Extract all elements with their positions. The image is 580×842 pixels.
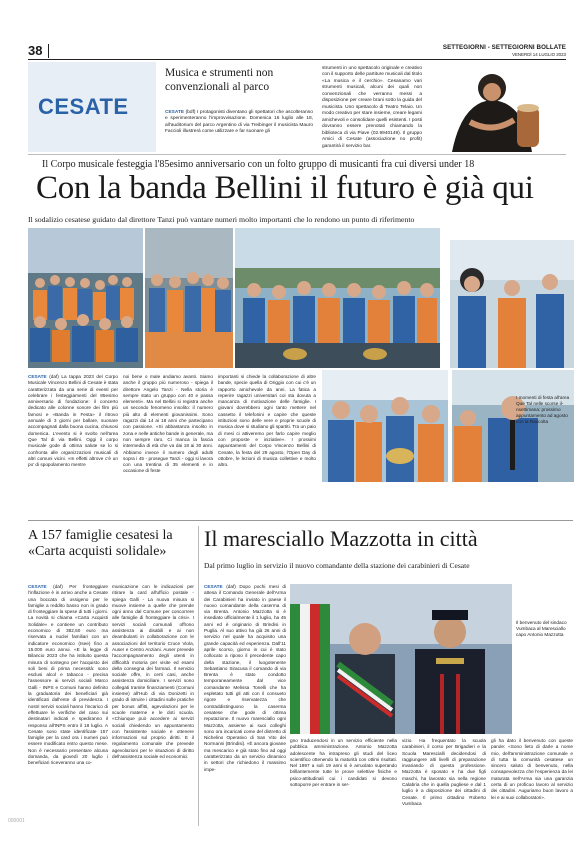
top-rule xyxy=(28,154,566,155)
newspaper-name: SETTEGIORNI - SETTEGIORNI BOLLATE xyxy=(442,44,566,51)
band-photo-right xyxy=(450,240,574,368)
bellini-photo-caption: I momenti di festa all'area Que Tal nelle scorse il-nsettimana: prossimo appuntamento ad agosto con la Raccolta xyxy=(516,395,570,425)
section-label-box xyxy=(28,62,156,152)
mazzotta-headline: Il maresciallo Mazzotta in città xyxy=(204,526,478,551)
musica-text-1: (bdf) I protagonisti diventano gli spettatori che ascolteranno e sperimenteranno l'improvvisazione. Domenica 16 luglio alle 18, all'auditorium del parco Argentino di via Treibinger il musicista Mauro Faccioli illustrerà come utilizzare e far suonare gli xyxy=(165,110,313,135)
bellini-col1 xyxy=(28,374,118,468)
section-label: CESATE xyxy=(38,94,129,119)
musician-photo xyxy=(432,62,552,152)
mazzotta-col3: vizio. Ha frequentato la scuola carabinieri, il corso per Brigadieri e la Scuola Marescialli decidendosi di raggiungere alti livelli di preparazione invariando di questa professione. Mazzotta è sposato e ha due figli maschi, ha lavorato sia nella regione Calabria che in quella pugliese e dal 1 luglio è a disposizione dei cittadini di Cesate. Il primo cittadino Roberto Vumbaca xyxy=(402,738,486,806)
bellini-kicker: Il Corpo musicale festeggia l'85esimo anniversario con un folto gruppo di musicanti fra cui diversi under 18 xyxy=(42,159,475,170)
dateline: CESATE xyxy=(28,374,47,379)
bellini-col2: noi bene o male andiamo avanti. Siamo anche il gruppo più numeroso - spiega il direttore Angelo Tanzi - Nella storia è sempre stato un gruppo con 40 e passa elementi». Ma nel Bellini si registra anche un secondo fenomeno insolito: il numero più alto di elementi giovanissimi. Sono ragazzi dai 14 ai 18 anni che partecipano con passione. «Si abbastanza insolito in zona e nelle antiche bande in generale, ma non sempre raro. Ci manca la fascia intermedia di età che va dai 18 ai 30 anni. Abbiamo invece il numero degli adulti sopra i 45 - prosegue Tanzi - oggi si lavora con una trentina di 35 elementi e in occasione di feste xyxy=(123,374,213,474)
band-photo-clarinet xyxy=(452,370,574,482)
bellini-col3: importanti si chiede la collaborazione di altre bande, specie quella di Origgio con cui c'è un rapporto amichevole da anni. La fatica a reperire ragazzi universitari coi sta dovuta a mancanza di motivazione delle famiglie. I giovani dovrebbero ogni tanto mettere nel cassetto il telefonini e capire che queste istituzioni sono delle vere e proprie scuole di musica dove si studiano gli spartiti. Tra un paio di mesi ci attiveremo per farlo capire meglio con proposte e iniziative». I prossimi appuntamenti del Corpo Vincenzo Bellini di Cesate, la festa del 29 agosto, l'Open Day di ottobre, le lezioni di musica collettive e molto altro. xyxy=(218,374,316,468)
musica-body-col1 xyxy=(165,110,313,136)
musica-headline: Musica e strumenti non convenzionali al parco xyxy=(165,67,274,94)
band-photo-center xyxy=(145,228,233,368)
column-divider xyxy=(198,526,199,826)
famiglie-col2: municazione con le indicazioni per ritirare la card all'ufficio postale - spiega Galli - La nuova misura si muove insieme a quelle che prende ogni anno dal Comune per concorrere alle famiglie di fronteggiare la crisi». I servizi sociali comunali offrono assistenza ai disabili e ai non deambulanti in collaborazione con le associazioni del territorio Croce Viola, Auser e Centro Anziani. Auser prevede l'accompagnamento degli utenti in difficoltà motoria per visite ed esami della consegna dei farmaci. Il servizio sociale offre, in certi casi, anche assistenza domiciliare. I servizi sono collegati tramite finanziamenti (Comuni insieme) all'Hub di via Donizetti in grado di istruire i cittadini sulle pratiche per bonus affitti, agevolazioni per le scuole materne e le doti scuola. «Chiunque può accedere ai servizi sociali chiedendo un appuntamento con l'assistente sociale e ottenere informazioni sul proprio diritti. E il regolamento comunale che prevede agevolazioni per le situazioni di diritto dell'assistenza sociale ed economici. xyxy=(112,584,194,760)
mazzotta-col4: gli ha dato il benvenuto con queste parole: «Sono lieto di darle a nome mio, dell'amministrazione comunale e di tutta la comunità cesatese un sincero saluto di benvenuto, nella consapevolezza che l'esperienza da lei maturata nell'Arma sia una garanzia certa di un proficuo lavoro al servizio dei cittadini. Auguriamo buon lavoro a lei e ai suoi collaboratori». xyxy=(491,738,573,800)
section-rule xyxy=(28,520,573,521)
bellini-text-1: (daf) La tappa 2023 del Corpo Musicale Vincenzo Bellini di Cesate è stata caratterizzata da una serie di eventi per celebrare i festeggiamenti del 85esimo anniversario di fondazione: il concerto dedicato alle colonne sonore dei film più famosi e «Banda in Festa» il ritrovo annuale di 3 giorni per ballare, suonare accompagnati dalla buona cucina, chiusosi domenica. L'evento si è svolto nell'area Que Tal di via Bellini. Oggi il corpo musicale gode di ottima salute se lo si confronta alle organizzazioni musicali di altri comuni vicini. «In effetti altrove c'è un po' di spopolamento mentre xyxy=(28,374,119,468)
bellini-subtitle: Il sodalizio cesatese guidato dal direttore Tanzi può vantare numeri molto importanti che lo rendono un punto di riferimento xyxy=(28,215,415,224)
band-photo-musicians xyxy=(322,370,448,482)
mazzotta-subtitle: Dal primo luglio in servizio il nuovo comandante della stazione dei carabinieri di Cesate xyxy=(204,561,470,570)
dateline: CESATE xyxy=(204,584,223,589)
famiglie-text-1: (daf) Per fronteggiare l'inflazione è in arrivo anche a Cesate una boccata di ossigeno per le famiglie a reddito basso non in grado di fronteggiare la spese di tutti i giorni. La novità si chiama «Carta Acquisti Solidale» e contiene un contributo economico di 382,50 euro ma riservata a nuclei familiari con un indicatore economico (Isee) fino a 15.000 euro annui. «E la legge di Bilancio 2023 che ha istituito questa misura di sostegno per l'acquisto dei soli beni di prima necessità: sono esclusi alcol e tabacco - precisa l'assessore ai servizi sociali Marco Galli - INPS e Comuni hanno definito la graduatoria dei beneficiari già identificati dall'ente di previdenza. I nostri servizi sociali hanno l'incarico di effettuare le verifiche del caso sui destinatari indicati e spediranno il responso all'INPS entro il 18 luglio. A Cesate sono state identificate 157 famiglie per la card ora i numeri può essere modificato entro questo mese. Non è necessario presentare alcuna domanda, da giovedì 20 luglio i beneficiari riceveranno una co- xyxy=(28,584,108,766)
print-stamp: 000001 xyxy=(8,818,25,824)
band-photo-left xyxy=(28,228,143,368)
mazzotta-photo-caption: Il benvenuto del sindaco Vumbaca al Maresciallo capo Antonio Mazzotta xyxy=(516,620,567,638)
mazzotta-col1 xyxy=(204,584,286,773)
issue-date: VENERDÌ 14 LUGLIO 2023 xyxy=(512,52,566,57)
bellini-headline: Con la banda Bellini il futuro è già qui xyxy=(36,170,534,206)
page-header xyxy=(28,44,566,60)
famiglie-headline: A 157 famiglie cesatesi la «Carta acquisti solidale» xyxy=(28,528,173,560)
header-divider xyxy=(48,44,49,58)
famiglie-col1 xyxy=(28,584,108,767)
mazzotta-col2: gno traducendosi in un servizio efficiente nella pubblica amministrazione. Antonio Mazzotta adolescente ha intrapreso gli studi del liceo scientifico ottenendo la maturità con ottimi risultati. Nel 1997 a soli 19 anni si è arruolato superando brillantemente tutte le prove selettive fisiche e psico-attitudinali cui i candidati si devono sottoporre per entrare in ser- xyxy=(290,738,397,788)
page-number: 38 xyxy=(28,43,43,58)
mazzotta-text-1: (daf) Dopo pochi mesi di attesa il Comando Generale dell'Arma dei Carabinieri ha inviato in paese il nuovo comandante della caserma di via Brenta. Antonio Mazzotta si è insediato ufficialmente il 1 luglio, ha 45 anni ed è originario di Brindisi in Puglia. Al suo attivo ha già 26 anni di servizio nel quale ha acquisito una grande capacità ed esperienza. Dall'11 aprile scorso, giorno in cui è stato collocato a riposo il precedente capo della stazione, il luogotenente Sebastiano Siracusa il comando di via Brenta è stato condotto temporaneamente dal vice comandante Melissa Tonelli che ha espletato tutti gli atti con il consueto rigore e riservatezza che contraddistinguono la caserma cesatese che gode di ottima reputazione. Il nuovo maresciallo ogni Mazzotta, assieme ai suoi colleghi sono ora incaricati come del distretto di Nichelino Operativo di San Vito dei Normanni (Brindisi). «È ancora giovane ma mescarico e già stato fino ad oggi caratterizzato da un servizio dinamico in settori che richiedono il massimo impe- xyxy=(204,584,286,772)
musica-body-col2: strumenti in uno spettacolo originale e creativo con il supporto delle partiture musicali dal titolo «La musica e il cerchio». Cesanamo vari strumenti musicali, alcuni dei quali non convenzionali che verranno messi a disposizione per creare brani sotto la guida del musicista. Uno spettacolo di Teatro Telaio. Un modo creativo per stare insieme, creare legami amichevoli e consolidare quelli esistenti. I posti dovranno essere prenotati chiamando la biblioteca di via Piave (02.9940149). Il gruppo Amici di Cesate (associazione no profit) garantirà il servizio bar. xyxy=(322,66,422,149)
mazzotta-photo xyxy=(290,584,512,734)
dateline: CESATE xyxy=(28,584,47,589)
band-photo-group xyxy=(235,228,440,368)
dateline: CESATE xyxy=(165,110,185,115)
